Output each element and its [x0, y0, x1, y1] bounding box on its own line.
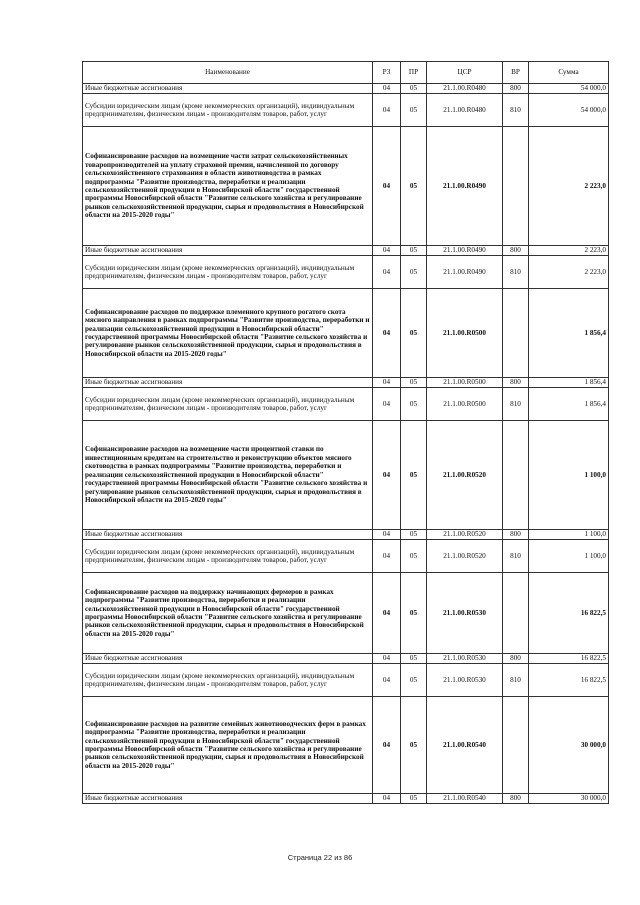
cell-sum: 30 000,0	[529, 697, 609, 794]
cell-name: Иные бюджетные ассигнования	[83, 794, 373, 804]
cell-sum: 1 100,0	[529, 540, 609, 573]
cell-csr: 21.1.00.R0520	[427, 421, 503, 530]
cell-sum: 1 856,4	[529, 289, 609, 378]
table-row	[83, 378, 609, 388]
cell-rz: 04	[373, 697, 401, 794]
cell-rz: 04	[373, 664, 401, 697]
cell-vr	[503, 697, 529, 794]
cell-name: Иные бюджетные ассигнования	[83, 84, 373, 94]
cell-csr: 21.1.00.R0530	[427, 573, 503, 654]
cell-name: Иные бюджетные ассигнования	[83, 378, 373, 388]
cell-pr: 05	[401, 540, 427, 573]
cell-vr: 810	[503, 540, 529, 573]
cell-name: Субсидии юридическим лицам (кроме некоммерческих организаций), индивидуальным предпринимателям, физическим лицам - производителям товаров, работ, услуг	[83, 256, 373, 289]
cell-rz: 04	[373, 84, 401, 94]
cell-csr: 21.1.00.R0490	[427, 256, 503, 289]
cell-pr: 05	[401, 794, 427, 804]
cell-pr: 05	[401, 388, 427, 421]
cell-csr: 21.1.00.R0520	[427, 540, 503, 573]
cell-csr: 21.1.00.R0490	[427, 246, 503, 256]
page-number: Страница 22 из 86	[287, 853, 353, 862]
cell-vr	[503, 289, 529, 378]
cell-csr: 21.1.00.R0480	[427, 94, 503, 127]
cell-sum: 30 000,0	[529, 794, 609, 804]
cell-csr: 21.1.00.R0500	[427, 378, 503, 388]
cell-csr: 21.1.00.R0530	[427, 664, 503, 697]
cell-pr: 05	[401, 654, 427, 664]
cell-name: Софинансирование расходов на развитие семейных животноводческих ферм в рамках подпрограммы "Развитие производства, переработки и реализации сельскохозяйственной продукции в Новосибирской области" государственной программы Новосибирской области "Развитие сельского хозяйства и регулирование рынков сельскохозяйственной продукции, сырья и продовольствия в Новосибирской области на 2015-2020 годы"	[83, 697, 373, 794]
cell-name: Иные бюджетные ассигнования	[83, 246, 373, 256]
cell-rz: 04	[373, 246, 401, 256]
cell-csr: 21.1.00.R0540	[427, 794, 503, 804]
cell-name: Софинансирование расходов на возмещение части затрат сельскохозяйственных товаропроизводителей на уплату страховой премии, начисленной по договору сельскохозяйственного страхования в области животноводства в рамках подпрограммы "Развитие производства, переработки и реализации сельскохозяйственной продукции в Новосибирской области" государственной программы Новосибирской области "Развитие сельского хозяйства и регулирование рынков сельскохозяйственной продукции, сырья и продовольствия в Новосибирской области на 2015-2020 годы"	[83, 127, 373, 246]
cell-rz: 04	[373, 794, 401, 804]
cell-sum: 2 223,0	[529, 127, 609, 246]
cell-pr: 05	[401, 378, 427, 388]
cell-rz: 04	[373, 378, 401, 388]
cell-rz: 04	[373, 573, 401, 654]
header-pr: ПР	[401, 62, 427, 84]
table-row	[83, 530, 609, 540]
cell-rz: 04	[373, 421, 401, 530]
cell-csr: 21.1.00.R0480	[427, 84, 503, 94]
cell-csr: 21.1.00.R0540	[427, 697, 503, 794]
cell-sum: 16 822,5	[529, 664, 609, 697]
table-row	[83, 654, 609, 664]
cell-name: Софинансирование расходов по поддержке племенного крупного рогатого скота мясного направления в рамках подпрограммы "Развитие производства, переработки и реализации сельскохозяйственной продукции в Новосибирской области" государственной программы Новосибирской области "Развитие сельского хозяйства и регулирование рынков сельскохозяйственной продукции, сырья и продовольствия в Новосибирской области на 2015-2020 годы"	[83, 289, 373, 378]
cell-pr: 05	[401, 94, 427, 127]
cell-name: Софинансирование расходов на возмещение части процентной ставки по инвестиционным кредитам на строительство и реконструкцию объектов мясного скотоводства в рамках подпрограммы "Развитие производства, переработки и реализации сельскохозяйственной продукции в Новосибирской области" государственной программы Новосибирской области "Развитие сельского хозяйства и регулирование рынков сельскохозяйственной продукции, сырья и продовольствия в Новосибирской области на 2015-2020 годы"	[83, 421, 373, 530]
cell-pr: 05	[401, 664, 427, 697]
budget-table	[82, 61, 609, 804]
cell-sum: 1 856,4	[529, 388, 609, 421]
cell-pr: 05	[401, 84, 427, 94]
cell-name: Иные бюджетные ассигнования	[83, 654, 373, 664]
cell-pr: 05	[401, 289, 427, 378]
table-row	[83, 127, 609, 246]
cell-csr: 21.1.00.R0490	[427, 127, 503, 246]
table-header-row	[83, 62, 609, 84]
cell-sum: 2 223,0	[529, 246, 609, 256]
cell-name: Субсидии юридическим лицам (кроме некоммерческих организаций), индивидуальным предпринимателям, физическим лицам - производителям товаров, работ, услуг	[83, 94, 373, 127]
cell-sum: 16 822,5	[529, 573, 609, 654]
cell-vr: 800	[503, 794, 529, 804]
header-name: Наименование	[83, 62, 373, 84]
header-vr: ВР	[503, 62, 529, 84]
table-row	[83, 697, 609, 794]
cell-sum: 16 822,5	[529, 654, 609, 664]
cell-name: Иные бюджетные ассигнования	[83, 530, 373, 540]
cell-vr	[503, 127, 529, 246]
cell-vr: 810	[503, 388, 529, 421]
table-row	[83, 664, 609, 697]
table-body	[83, 84, 609, 804]
table-row	[83, 246, 609, 256]
cell-rz: 04	[373, 94, 401, 127]
cell-name: Субсидии юридическим лицам (кроме некоммерческих организаций), индивидуальным предпринимателям, физическим лицам - производителям товаров, работ, услуг	[83, 540, 373, 573]
cell-vr: 800	[503, 654, 529, 664]
cell-csr: 21.1.00.R0530	[427, 654, 503, 664]
cell-pr: 05	[401, 530, 427, 540]
cell-name: Софинансирование расходов на поддержку начинающих фермеров в рамках подпрограммы "Развитие производства, переработки и реализации сельскохозяйственной продукции в Новосибирской области" государственной программы Новосибирской области "Развитие сельского хозяйства и регулирование рынков сельскохозяйственной продукции, сырья и продовольствия в Новосибирской области на 2015-2020 годы"	[83, 573, 373, 654]
cell-name: Субсидии юридическим лицам (кроме некоммерческих организаций), индивидуальным предпринимателям, физическим лицам - производителям товаров, работ, услуг	[83, 664, 373, 697]
table-row	[83, 84, 609, 94]
table-row	[83, 94, 609, 127]
cell-csr: 21.1.00.R0500	[427, 289, 503, 378]
table-row	[83, 289, 609, 378]
table-row	[83, 540, 609, 573]
cell-vr: 800	[503, 530, 529, 540]
cell-sum: 54 000,0	[529, 94, 609, 127]
cell-rz: 04	[373, 530, 401, 540]
cell-vr: 800	[503, 246, 529, 256]
cell-name: Субсидии юридическим лицам (кроме некоммерческих организаций), индивидуальным предпринимателям, физическим лицам - производителям товаров, работ, услуг	[83, 388, 373, 421]
cell-rz: 04	[373, 256, 401, 289]
cell-rz: 04	[373, 654, 401, 664]
cell-pr: 05	[401, 256, 427, 289]
cell-sum: 1 856,4	[529, 378, 609, 388]
cell-pr: 05	[401, 697, 427, 794]
cell-vr: 810	[503, 94, 529, 127]
cell-rz: 04	[373, 540, 401, 573]
cell-pr: 05	[401, 421, 427, 530]
table-row	[83, 794, 609, 804]
header-csr: ЦСР	[427, 62, 503, 84]
table-row	[83, 256, 609, 289]
cell-sum: 2 223,0	[529, 256, 609, 289]
cell-rz: 04	[373, 289, 401, 378]
cell-pr: 05	[401, 246, 427, 256]
cell-pr: 05	[401, 127, 427, 246]
table-row	[83, 388, 609, 421]
cell-vr	[503, 573, 529, 654]
header-rz: РЗ	[373, 62, 401, 84]
header-sum: Сумма	[529, 62, 609, 84]
cell-vr	[503, 421, 529, 530]
cell-pr: 05	[401, 573, 427, 654]
cell-csr: 21.1.00.R0500	[427, 388, 503, 421]
cell-rz: 04	[373, 127, 401, 246]
table-row	[83, 573, 609, 654]
cell-vr: 800	[503, 378, 529, 388]
cell-sum: 1 100,0	[529, 421, 609, 530]
cell-sum: 54 000,0	[529, 84, 609, 94]
cell-vr: 800	[503, 84, 529, 94]
cell-csr: 21.1.00.R0520	[427, 530, 503, 540]
cell-sum: 1 100,0	[529, 530, 609, 540]
cell-vr: 810	[503, 256, 529, 289]
cell-rz: 04	[373, 388, 401, 421]
cell-vr: 810	[503, 664, 529, 697]
table-row	[83, 421, 609, 530]
